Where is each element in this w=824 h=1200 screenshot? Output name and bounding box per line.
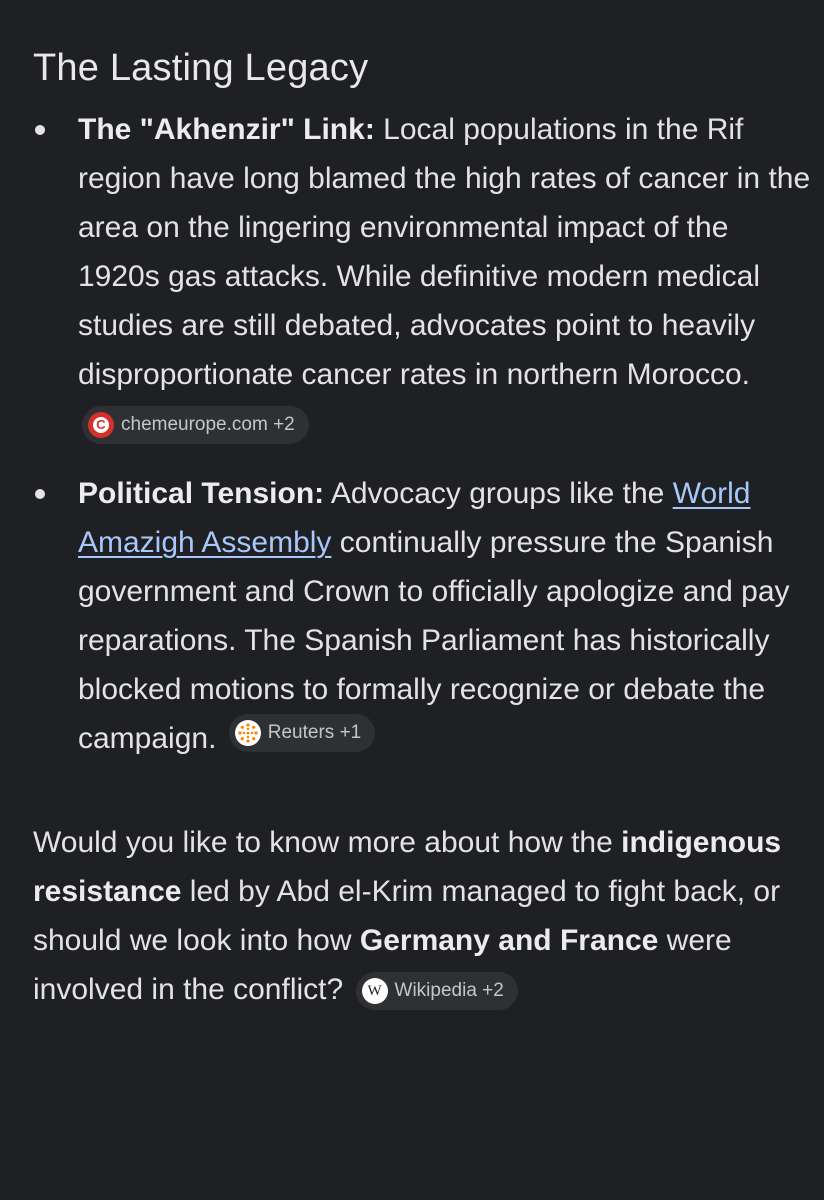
wikipedia-logo-icon: W (362, 978, 388, 1004)
bullet-dot-icon (35, 489, 45, 499)
bullet-list (33, 105, 813, 763)
closing-bold-text: Germany and France (359, 924, 659, 957)
source-chip-label: chemeurope.com +2 (121, 414, 295, 435)
closing-text: were involved in the conflict? (33, 924, 732, 1006)
source-chip-label: Wikipedia +2 (394, 980, 504, 1001)
bullet-title: Political Tension: (78, 477, 325, 510)
response-content (33, 38, 813, 1044)
bullet-title: The "Akhenzir" Link: (78, 113, 375, 146)
source-chip-reuters[interactable] (229, 714, 375, 752)
bullet-text: Local populations in the Rif region have long blamed the high rates of cancer in the area on the lingering environmental impact of the 1920s gas attacks. While definitive modern medical studies are still debated, advocates point to heavily disproportionate cancer rates in northern Morocco. (78, 113, 811, 391)
closing-paragraph (33, 818, 813, 1014)
reuters-logo-icon (235, 720, 261, 746)
source-chip-wikipedia[interactable] (356, 972, 518, 1010)
closing-text: led by Abd el-Krim managed to fight back, or should we look into how (33, 875, 781, 957)
source-chip-chemeurope[interactable] (82, 406, 309, 444)
bullet-text: Advocacy groups like the (330, 477, 665, 510)
closing-text: Would you like to know more about how the (33, 826, 613, 859)
closing-bold-text: indigenous resistance (33, 826, 782, 908)
chemeurope-logo-icon: C (88, 412, 114, 438)
bullet-akhenzir-link (33, 105, 813, 448)
bullet-dot-icon (35, 125, 45, 135)
source-chip-label: Reuters +1 (267, 722, 362, 743)
bullet-political-tension (33, 469, 813, 763)
bullet-text-continued: continually pressure the Spanish government and Crown to officially apologize and pay reparations. The Spanish Parliament has historically blocked motions to formally recognize or debate the campaign. (78, 526, 790, 755)
world-amazigh-assembly-link[interactable]: World Amazigh Assembly (78, 477, 751, 559)
section-heading: The Lasting Legacy (33, 47, 369, 89)
